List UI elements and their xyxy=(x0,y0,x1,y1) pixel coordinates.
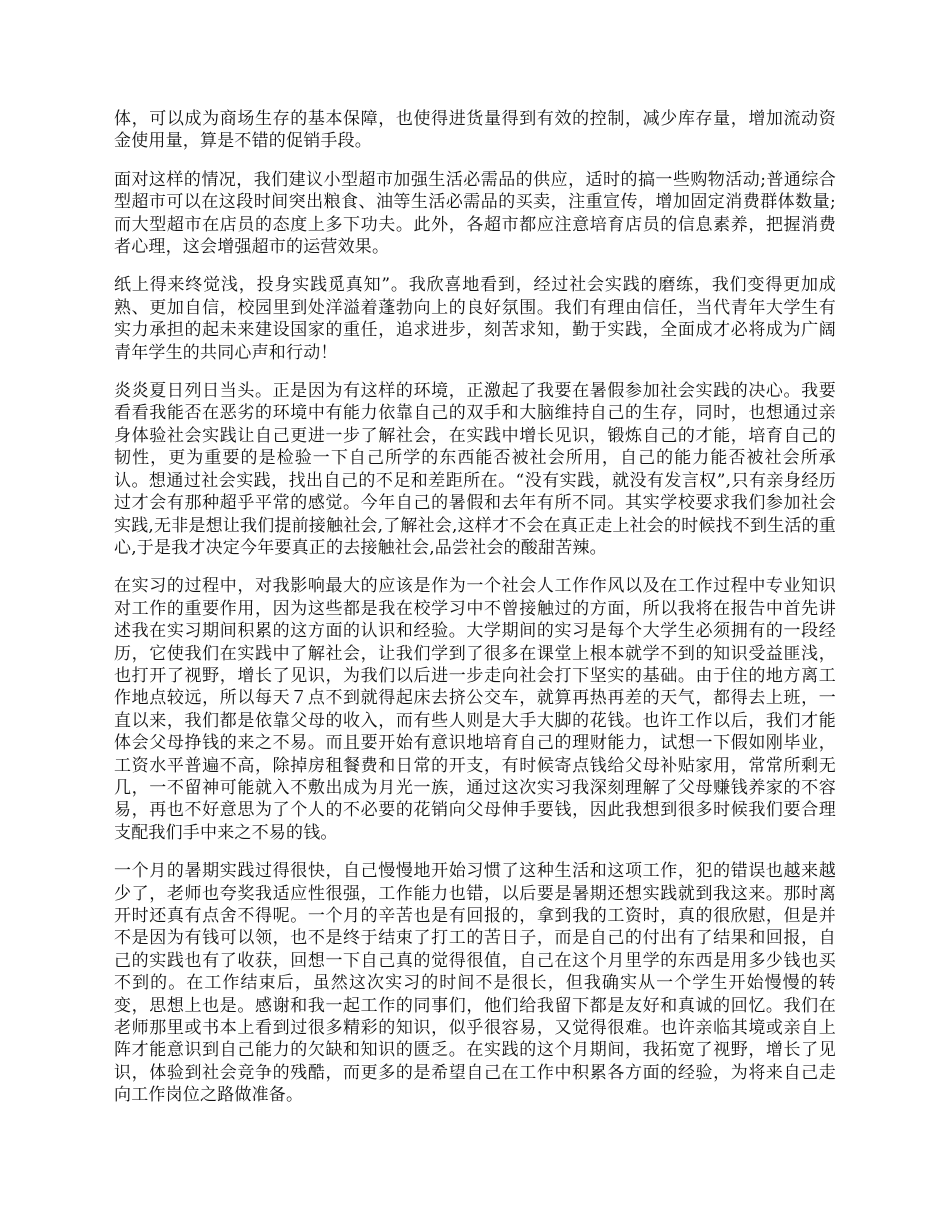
paragraph: 一个月的暑期实践过得很快，自己慢慢地开始习惯了这种生活和这项工作，犯的错误也越来越少了，老师也夸奖我适应性很强，工作能力也错，以后要是暑期还想实践就到我这来。那时离开时还真有点舍不得呢。一个月的辛苦也是有回报的，拿到我的工资时，真的很欣慰，但是并不是因为有钱可以领，也不是终于结束了打工的苦日子，而是自己的付出有了结果和回报，自己的实践也有了收获，回想一下自己真的觉得很值，自己在这个月里学的东西是用多少钱也买不到的。在工作结束后，虽然这次实习的时间不是很长，但我确实从一个学生开始慢慢的转变，思想上也是。感谢和我一起工作的同事们，他们给我留下都是友好和真诚的回忆。我们在老师那里或书本上看到过很多精彩的知识，似乎很容易，又觉得很难。也许亲临其境或亲自上阵才能意识到自己能力的欠缺和知识的匮乏。在实践的这个月期间，我拓宽了视野，增长了见识，体验到社会竞争的残酷，而更多的是希望自己在工作中积累各方面的经验，为将来自己走向工作岗位之路做准备。 xyxy=(114,861,836,1106)
document-body xyxy=(114,108,836,1123)
paragraph: 在实习的过程中，对我影响最大的应该是作为一个社会人工作作风以及在工作过程中专业知识对工作的重要作用，因为这些都是我在校学习中不曾接触过的方面，所以我将在报告中首先讲述我在实习期间积累的这方面的认识和经验。大学期间的实习是每个大学生必须拥有的一段经历，它使我们在实践中了解社会，让我们学到了很多在课堂上根本就学不到的知识受益匪浅，也打开了视野，增长了见识，为我们以后进一步走向社会打下坚实的基础。由于住的地方离工作地点较远，所以每天７点不到就得起床去挤公交车，就算再热再差的天气，都得去上班，一直以来，我们都是依靠父母的收入，而有些人则是大手大脚的花钱。也许工作以后，我们才能体会父母挣钱的来之不易。而且要开始有意识地培育自己的理财能力，试想一下假如刚毕业，工资水平普遍不高，除掉房租餐费和日常的开支，有时候寄点钱给父母补贴家用，常常所剩无几，一不留神可能就入不敷出成为月光一族，通过这次实习我深刻理解了父母赚钱养家的不容易，再也不好意思为了个人的不必要的花销向父母伸手要钱，因此我想到很多时候我们要合理支配我们手中来之不易的钱。 xyxy=(114,576,836,843)
paragraph: 纸上得来终觉浅，投身实践觅真知”。我欣喜地看到，经过社会实践的磨练，我们变得更加成熟、更加自信，校园里到处洋溢着蓬勃向上的良好氛围。我们有理由信任，当代青年大学生有实力承担的起未来建设国家的重任，追求进步，刻苦求知，勤于实践，全面成才必将成为广阔青年学生的共同心声和行动！ xyxy=(114,275,836,363)
paragraph: 体，可以成为商场生存的基本保障，也使得进货量得到有效的控制，减少库存量，增加流动资金使用量，算是不错的促销手段。 xyxy=(114,109,836,152)
paragraph: 面对这样的情况，我们建议小型超市加强生活必需品的供应，适时的搞一些购物活动;普通综合型超市可以在这段时间突出粮食、油等生活必需品的买卖，注重宣传，增加固定消费群体数量;而大型超市在店员的态度上多下功夫。此外，各超市都应注意培育店员的信息素养，把握消费者心理，这会增强超市的运营效果。 xyxy=(114,169,836,258)
paragraph: 炎炎夏日列日当头。正是因为有这样的环境，正激起了我要在暑假参加社会实践的决心。我要看看我能否在恶劣的环境中有能力依靠自己的双手和大脑维持自己的生存，同时，也想通过亲身体验社会实践让自己更进一步了解社会，在实践中增长见识，锻炼自己的才能，培育自己的韧性，更为重要的是检验一下自己所学的东西能否被社会所用，自己的能力能否被社会所承认。想通过社会实践，找出自己的不足和差距所在。“没有实践，就没有发言权”,只有亲身经历过才会有那种超乎平常的感觉。今年自己的暑假和去年有所不同。其实学校要求我们参加社会实践,无非是想让我们提前接触社会,了解社会,这样才不会在真正走上社会的时候找不到生活的重心,于是我才决定今年要真正的去接触社会,品尝社会的酸甜苦辣。 xyxy=(114,381,837,558)
